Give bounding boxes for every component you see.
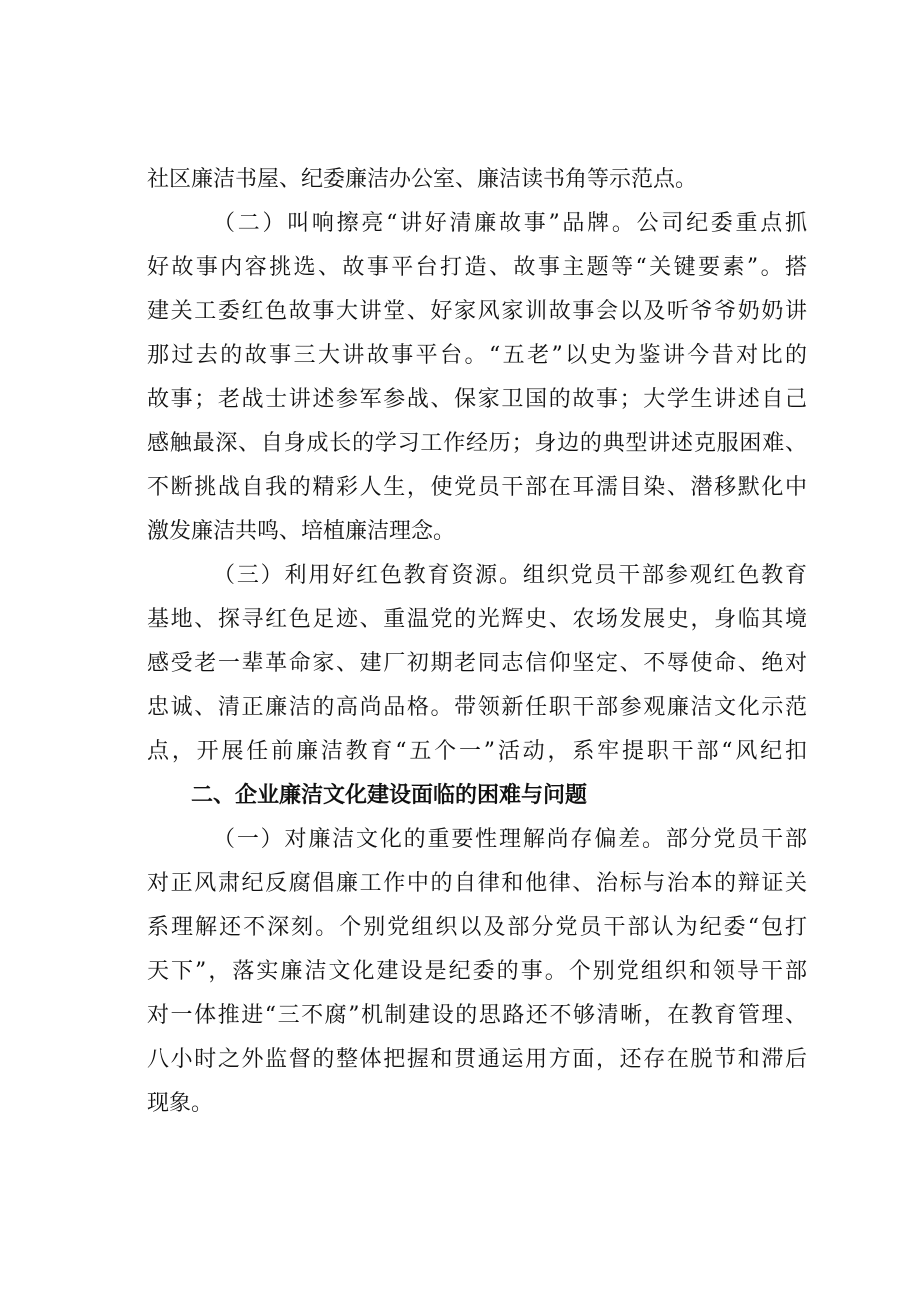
paragraph-understanding-deviation: [147, 818, 807, 1126]
text-line: 对正风肃纪反腐倡廉工作中的自律和他律、治标与治本的辩证关: [147, 871, 807, 896]
text-line: 不断挑战自我的精彩人生，使党员干部在耳濡目染、潜移默化中: [147, 475, 807, 500]
text-line: 社区廉洁书屋、纪委廉洁办公室、廉洁读书角等示范点。: [147, 167, 698, 192]
text-line: 好故事内容挑选、故事平台打造、故事主题等“关键要素”。搭: [147, 255, 807, 280]
text-line: 基地、探寻红色足迹、重温党的光辉史、农场发展史，身临其境: [147, 607, 807, 632]
text-line: 点，开展任前廉洁教育“五个一”活动，系牢提职干部“风纪扣: [147, 739, 807, 764]
text-line: 激发廉洁共鸣、培植廉洁理念。: [147, 519, 456, 544]
text-line: （二）叫响擦亮“讲好清廉故事”品牌。公司纪委重点抓: [213, 211, 807, 236]
text-line: （一）对廉洁文化的重要性理解尚存偏差。部分党员干部: [213, 827, 807, 852]
paragraph-continuation: [147, 158, 807, 202]
text-line: 忠诚、清正廉洁的高尚品格。带领新任职干部参观廉洁文化示范: [147, 695, 807, 720]
document-body: [147, 158, 807, 1126]
text-line: 感触最深、自身成长的学习工作经历；身边的典型讲述克服困难、: [147, 431, 807, 456]
text-line: （三）利用好红色教育资源。组织党员干部参观红色教育: [213, 563, 807, 588]
text-line: 故事；老战士讲述参军参战、保家卫国的故事；大学生讲述自己: [147, 387, 807, 412]
text-line: 系理解还不深刻。个别党组织以及部分党员干部认为纪委“包打: [147, 915, 807, 940]
paragraph-story-brand: [147, 202, 807, 554]
text-line: 感受老一辈革命家、建厂初期老同志信仰坚定、不辱使命、绝对: [147, 651, 807, 676]
paragraph-red-education: [147, 554, 807, 774]
text-line: 对一体推进“三不腐”机制建设的思路还不够清晰，在教育管理、: [147, 1003, 807, 1028]
text-line: 八小时之外监督的整体把握和贯通运用方面，还存在脱节和滞后: [147, 1047, 807, 1072]
text-line: 天下”，落实廉洁文化建设是纪委的事。个别党组织和领导干部: [147, 959, 807, 984]
text-line: 建关工委红色故事大讲堂、好家风家训故事会以及听爷爷奶奶讲: [147, 299, 807, 324]
section-heading-text: 二、企业廉洁文化建设面临的困难与问题: [191, 783, 588, 808]
text-line: 那过去的故事三大讲故事平台。“五老”以史为鉴讲今昔对比的: [147, 343, 807, 368]
section-heading: [147, 774, 807, 818]
text-line: 现象。: [147, 1091, 214, 1116]
